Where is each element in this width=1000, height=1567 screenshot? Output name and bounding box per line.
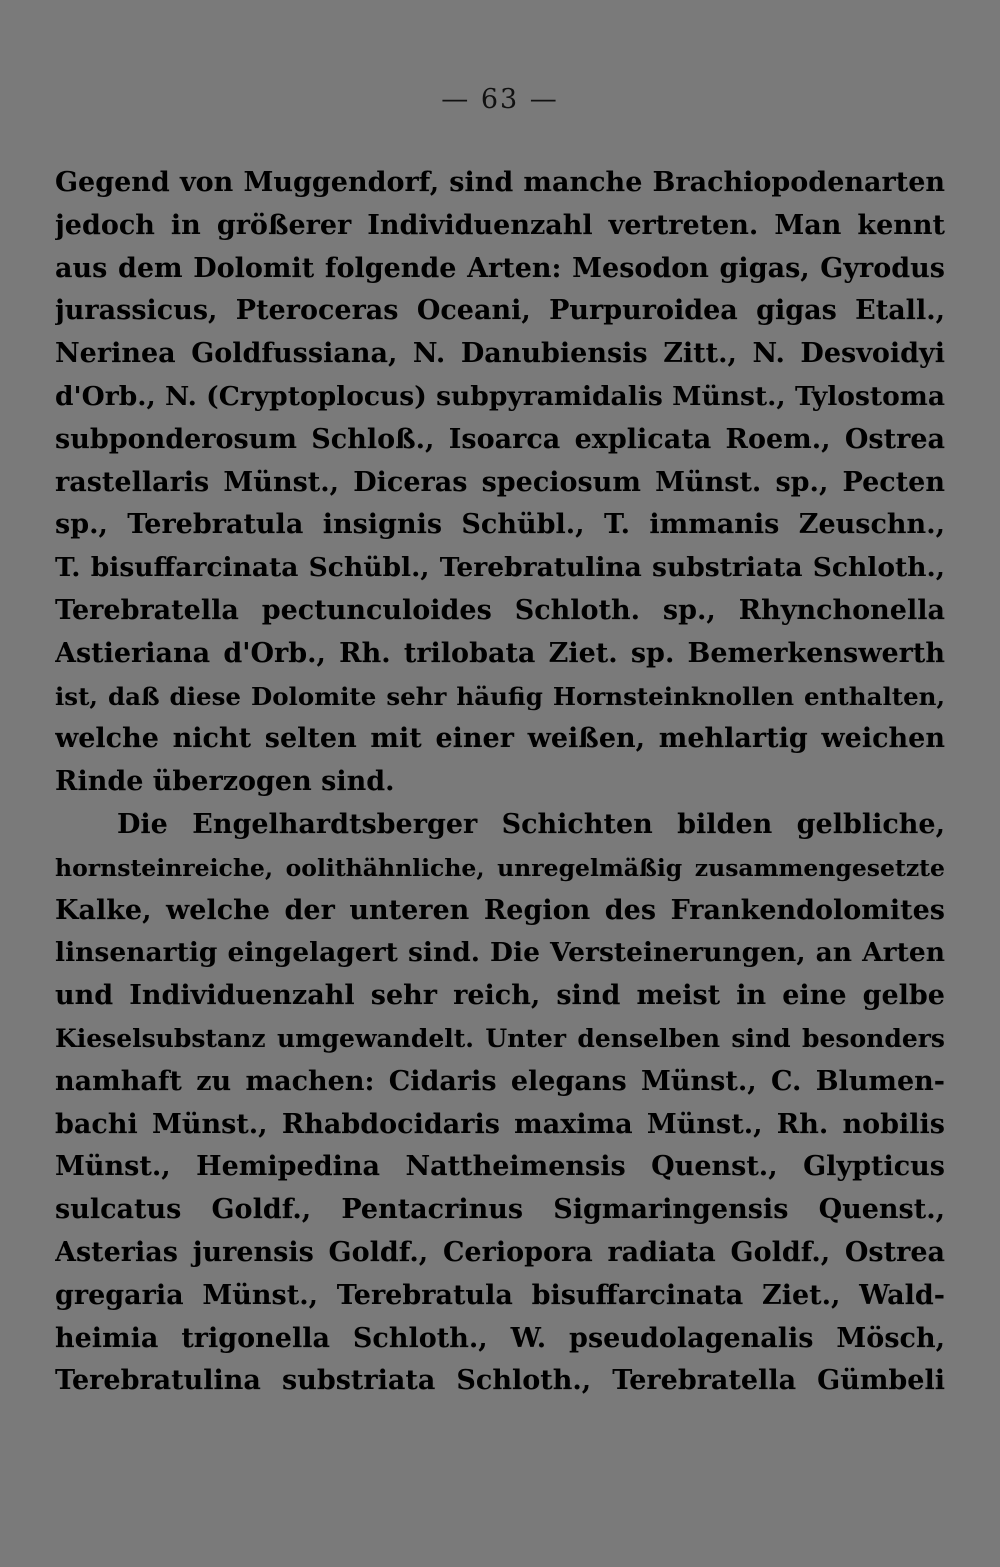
text-line: d'Orb., N. (Cryptoplocus) subpyramidalis Münst., Tylostoma (55, 380, 945, 412)
text-line: T. bisuffarcinata Schübl., Terebratulina substriata Schloth., (55, 552, 945, 584)
text-line: Nerinea Goldfussiana, N. Danubiensis Zitt., N. Desvoidyi (55, 338, 945, 370)
text-line: Astieriana d'Orb., Rh. trilobata Ziet. sp. Bemerkenswerth (55, 637, 945, 669)
text-line: Kieselsubstanz umgewandelt. Unter denselben sind besonders (55, 1023, 945, 1053)
text-line: jedoch in größerer Individuenzahl vertreten. Man kennt (55, 209, 945, 241)
text-line: welche nicht selten mit einer weißen, mehlartig weichen (55, 723, 945, 755)
text-line: namhaft zu machen: Cidaris elegans Münst., C. Blumen- (55, 1065, 945, 1097)
text-line: gregaria Münst., Terebratula bisuffarcinata Ziet., Wald- (55, 1279, 945, 1311)
text-line: hornsteinreiche, oolithähnliche, unregelmäßig zusammengesetzte (55, 853, 945, 882)
text-line: bachi Münst., Rhabdocidaris maxima Münst., Rh. nobilis (55, 1108, 945, 1140)
text-line: und Individuenzahl sehr reich, sind meist in eine gelbe (55, 980, 945, 1012)
text-line: jurassicus, Pteroceras Oceani, Purpuroidea gigas Etall., (55, 295, 945, 327)
text-line: sp., Terebratula insignis Schübl., T. immanis Zeuschn., (55, 509, 945, 541)
text-line: Die Engelhardtsberger Schichten bilden gelbliche, (117, 808, 945, 840)
text-line: Asterias jurensis Goldf., Ceriopora radiata Goldf., Ostrea (55, 1236, 945, 1268)
text-line: aus dem Dolomit folgende Arten: Mesodon gigas, Gyrodus (55, 252, 945, 284)
body-text (55, 162, 945, 1403)
text-line: rastellaris Münst., Diceras speciosum Münst. sp., Pecten (55, 466, 945, 498)
text-line: Münst., Hemipedina Nattheimensis Quenst., Glypticus (55, 1151, 945, 1183)
page-number: — 63 — (441, 84, 559, 115)
text-line: ist, daß diese Dolomite sehr häufig Hornsteinknollen enthalten, (55, 681, 945, 711)
text-line: linsenartig eingelagert sind. Die Versteinerungen, an Arten (55, 937, 945, 969)
text-line: Terebratella pectunculoides Schloth. sp., Rhynchonella (55, 594, 945, 626)
text-line: heimia trigonella Schloth., W. pseudolagenalis Mösch, (55, 1322, 945, 1354)
text-line: Kalke, welche der unteren Region des Frankendolomites (55, 894, 945, 926)
text-line: sulcatus Goldf., Pentacrinus Sigmaringensis Quenst., (55, 1194, 945, 1226)
text-line: Gegend von Muggendorf, sind manche Brachiopodenarten (55, 167, 945, 198)
text-line: subponderosum Schloß., Isoarca explicata Roem., Ostrea (55, 423, 945, 455)
text-line: Rinde überzogen sind. (55, 766, 395, 798)
text-line: Terebratulina substriata Schloth., Terebratella Gümbeli (55, 1365, 945, 1397)
